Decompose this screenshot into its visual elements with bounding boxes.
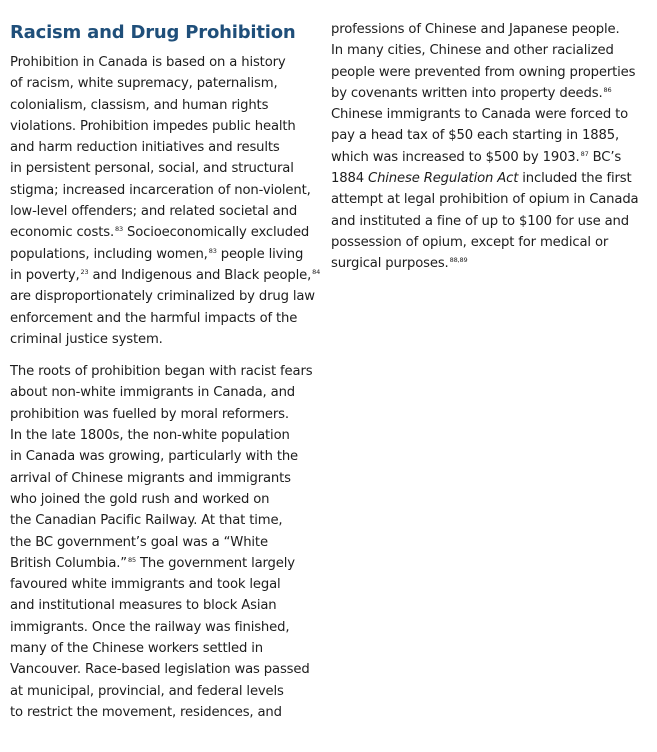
text-line: enforcement and the harmful impacts of the bbox=[10, 310, 298, 326]
text-line: who joined the gold rush and worked on bbox=[10, 491, 270, 507]
citation-ref: 83 bbox=[114, 225, 123, 234]
text-line: in persistent personal, social, and structural bbox=[10, 161, 294, 177]
text-line: low-level offenders; and related societal and bbox=[10, 204, 298, 220]
text-run: Socioeconomically excluded bbox=[122, 225, 310, 241]
text-line: immigrants. Once the railway was finished, bbox=[10, 619, 290, 635]
left-column bbox=[10, 0, 321, 723]
text-line: attempt at legal prohibition of opium in Canada bbox=[331, 192, 639, 208]
text-line: people were prevented from owning properties bbox=[331, 64, 636, 80]
text-run: included the first bbox=[518, 171, 632, 187]
text-line: In many cities, Chinese and other racialized bbox=[331, 43, 614, 59]
text-line: and institutional measures to block Asian bbox=[10, 598, 277, 614]
text-run: 1884 bbox=[331, 171, 369, 187]
citation-ref: 85 bbox=[127, 555, 136, 564]
paragraph-roots bbox=[10, 361, 315, 723]
text-line: about non-white immigrants in Canada, and bbox=[10, 385, 295, 401]
text-line bbox=[331, 253, 641, 274]
text-run: and Indigenous and Black people, bbox=[88, 267, 312, 283]
text-line: Prohibition in Canada is based on a history bbox=[10, 55, 286, 70]
text-line bbox=[331, 83, 641, 104]
text-line: Vancouver. Race-based legislation was passed bbox=[10, 662, 310, 678]
text-line bbox=[10, 222, 315, 243]
text-line bbox=[10, 244, 315, 265]
text-line bbox=[10, 553, 315, 574]
citation-ref: 87 bbox=[580, 149, 589, 158]
text-line: and harm reduction initiatives and results bbox=[10, 140, 280, 156]
text-line: the Canadian Pacific Railway. At that time, bbox=[10, 513, 283, 529]
text-run: BC’s bbox=[588, 149, 622, 165]
citation-ref: 84 bbox=[312, 267, 321, 276]
citation-ref: 23 bbox=[80, 267, 89, 276]
text-run: in poverty, bbox=[10, 267, 80, 283]
act-title: Chinese Regulation Act bbox=[368, 171, 519, 187]
text-line: of racism, white supremacy, paternalism, bbox=[10, 76, 278, 92]
right-column bbox=[331, 0, 641, 275]
text-run: people living bbox=[216, 246, 304, 262]
text-line: the BC government’s goal was a “White bbox=[10, 534, 268, 550]
text-line: are disproportionately criminalized by drug law bbox=[10, 289, 315, 305]
text-line bbox=[331, 147, 641, 168]
citation-ref: 86 bbox=[603, 85, 612, 94]
text-line: possession of opium, except for medical or bbox=[331, 234, 609, 250]
citation-ref: 88,89 bbox=[449, 256, 468, 265]
text-line: many of the Chinese workers settled in bbox=[10, 641, 263, 657]
text-line: The roots of prohibition began with racist fears bbox=[10, 364, 313, 380]
text-line: professions of Chinese and Japanese people. bbox=[331, 22, 620, 37]
text-line bbox=[331, 168, 641, 189]
text-line: pay a head tax of $50 each starting in 1885, bbox=[331, 128, 620, 144]
text-run: which was increased to $500 by 1903. bbox=[331, 149, 580, 165]
text-run: populations, including women, bbox=[10, 246, 208, 262]
text-run: British Columbia.” bbox=[10, 555, 127, 571]
text-line: stigma; increased incarceration of non-violent, bbox=[10, 182, 311, 198]
text-line: Chinese immigrants to Canada were forced to bbox=[331, 107, 629, 123]
paragraph-continuation bbox=[331, 19, 641, 275]
section-heading: Racism and Drug Prohibition bbox=[10, 22, 296, 43]
text-line: criminal justice system. bbox=[10, 331, 163, 347]
text-line: violations. Prohibition impedes public health bbox=[10, 118, 296, 134]
text-run: surgical purposes. bbox=[331, 256, 449, 272]
text-line: in Canada was growing, particularly with the bbox=[10, 449, 299, 465]
text-line: prohibition was fuelled by moral reformers. bbox=[10, 406, 289, 422]
text-line: at municipal, provincial, and federal levels bbox=[10, 683, 284, 699]
text-line: arrival of Chinese migrants and immigrants bbox=[10, 470, 291, 486]
text-line: favoured white immigrants and took legal bbox=[10, 577, 281, 593]
text-line: and instituted a fine of up to $100 for use and bbox=[331, 213, 629, 229]
text-line: colonialism, classism, and human rights bbox=[10, 97, 269, 113]
text-line: In the late 1800s, the non-white population bbox=[10, 428, 290, 444]
text-run: economic costs. bbox=[10, 225, 114, 241]
text-run: The government largely bbox=[135, 555, 295, 571]
paragraph-history bbox=[10, 52, 321, 350]
citation-ref: 83 bbox=[208, 246, 217, 255]
text-run: by covenants written into property deeds. bbox=[331, 85, 603, 101]
text-line: to restrict the movement, residences, and bbox=[10, 704, 282, 720]
text-line bbox=[10, 265, 321, 286]
